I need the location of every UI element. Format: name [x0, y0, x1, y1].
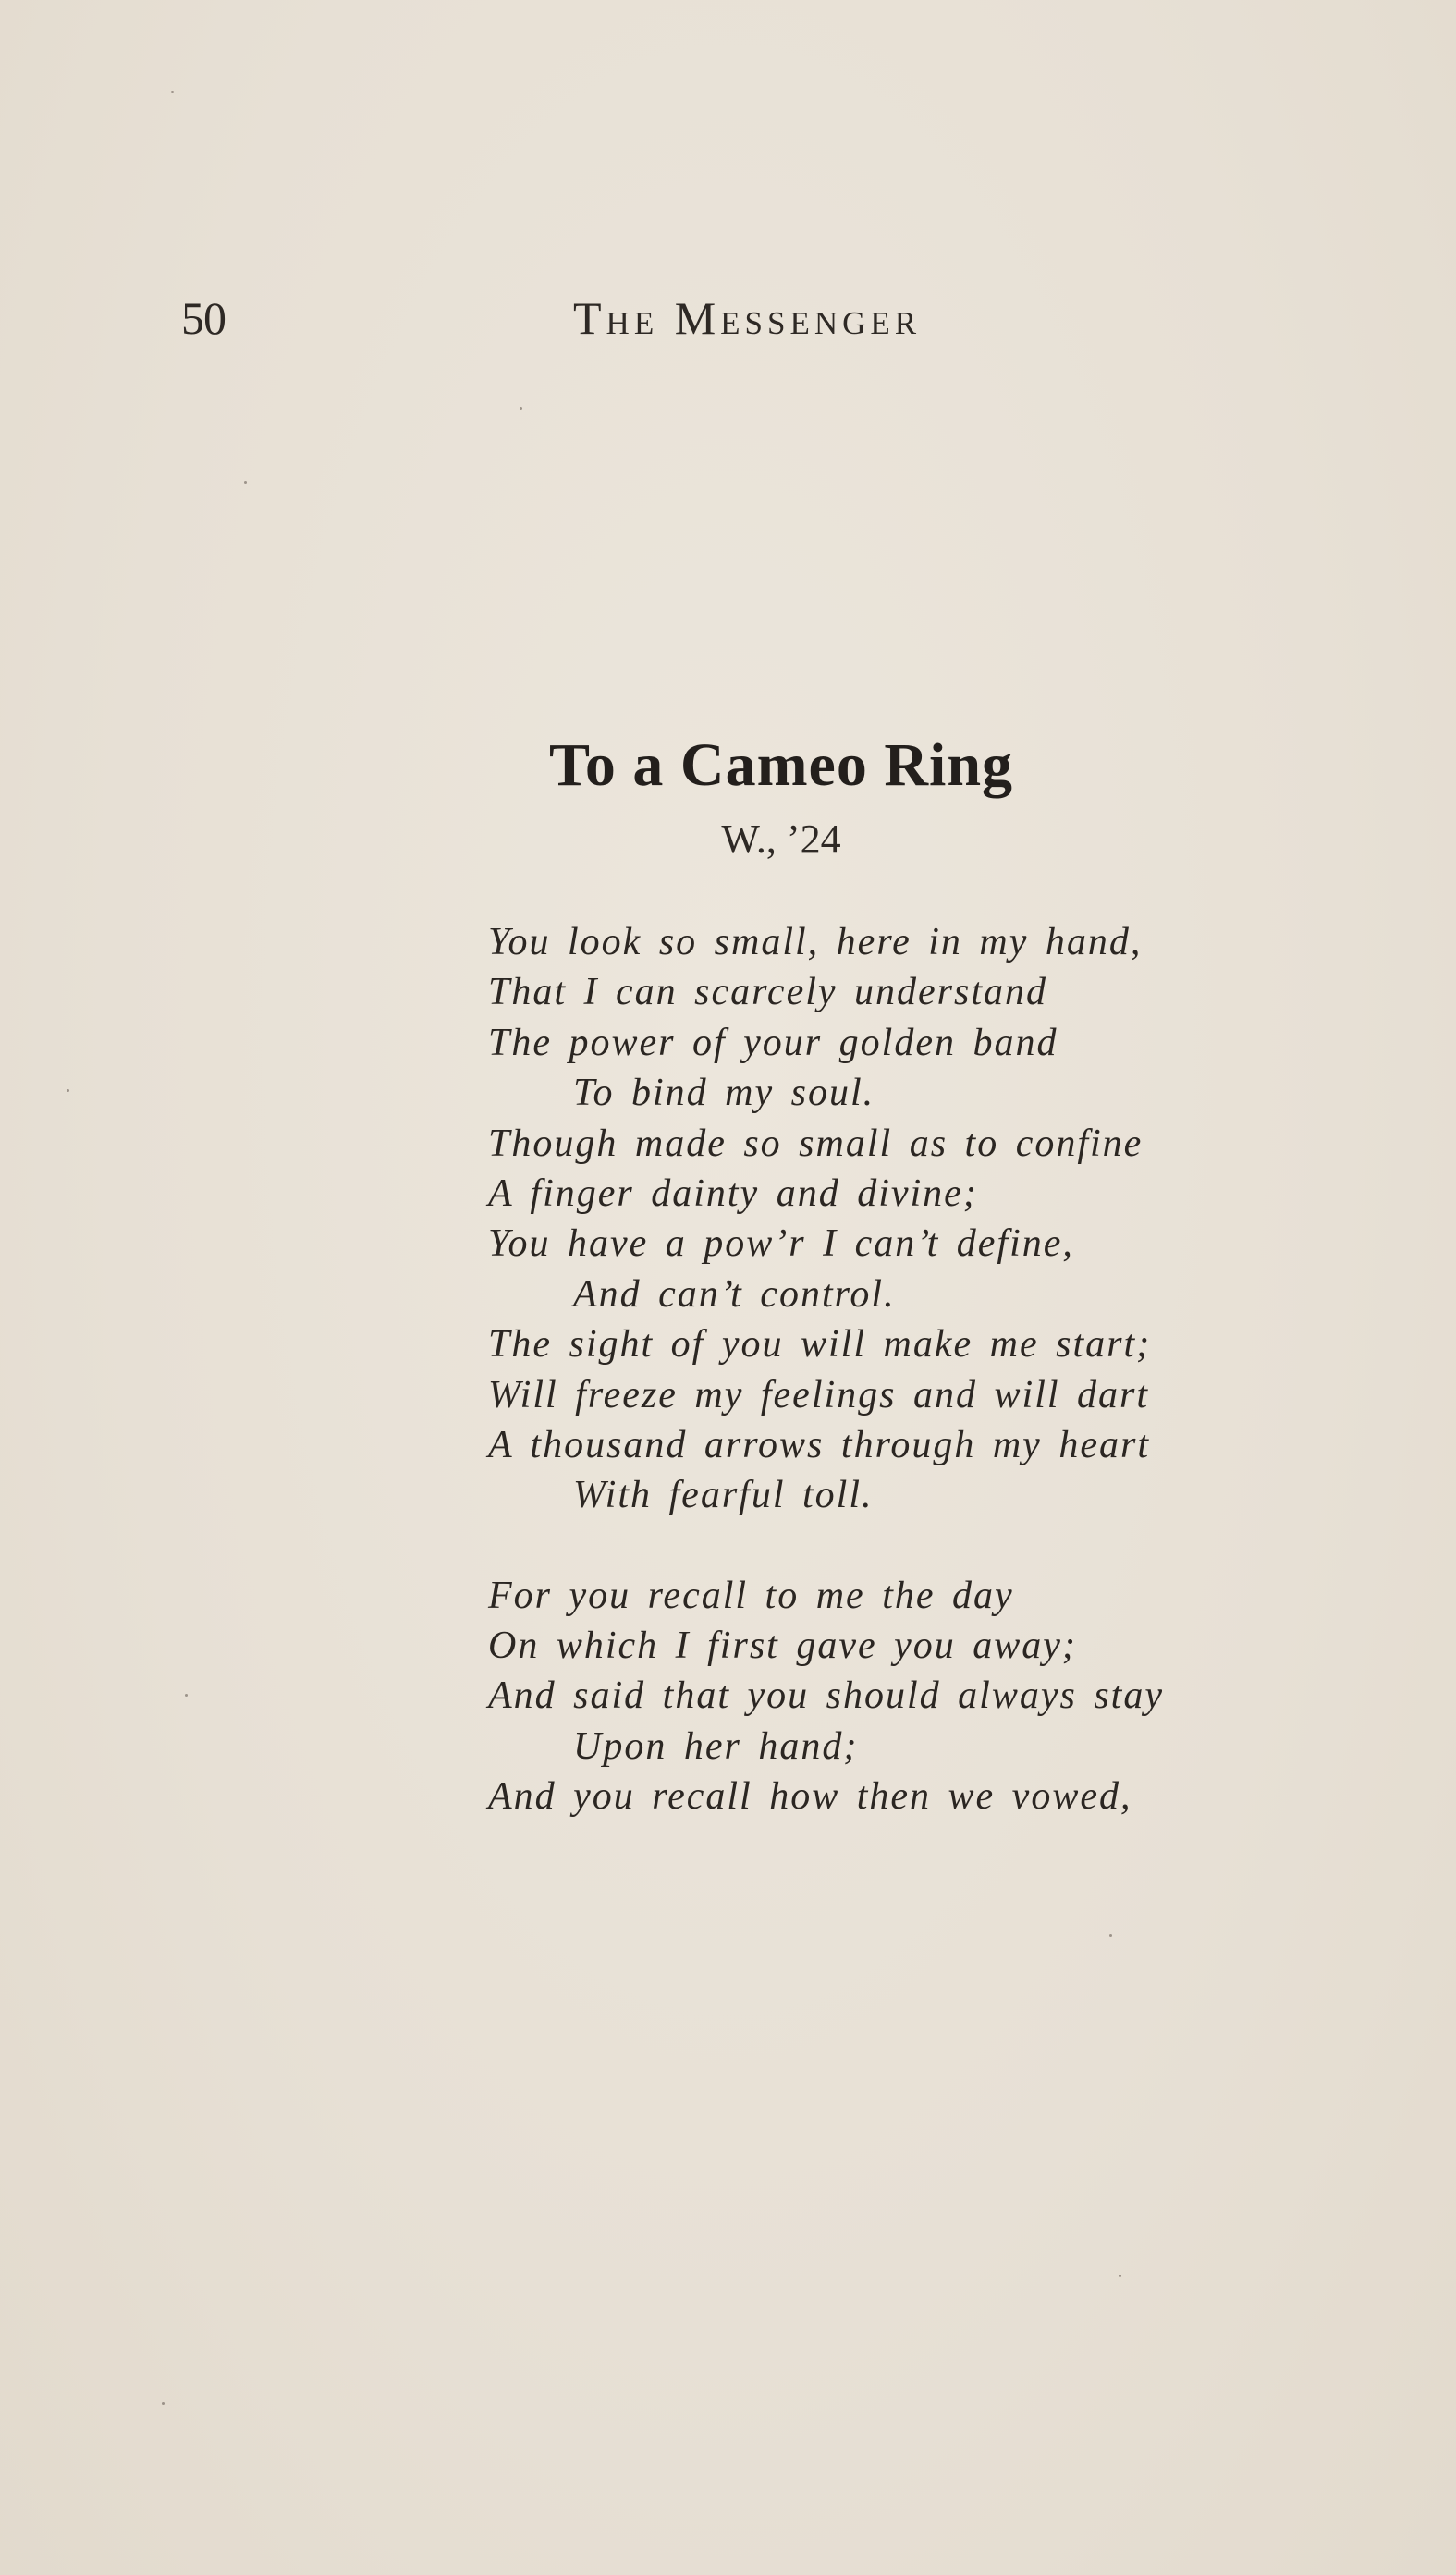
poem-line-refrain: With fearful toll.	[573, 1474, 874, 1517]
poem-line: A thousand arrows through my heart	[488, 1423, 1150, 1466]
poem-title: To a Cameo Ring	[548, 731, 1014, 799]
poem-author: W., ’24	[721, 816, 841, 862]
paper-speck	[185, 1694, 188, 1697]
paper-speck	[1119, 2275, 1121, 2277]
paper-speck	[162, 2402, 165, 2405]
running-header-title: The Messenger	[573, 292, 922, 344]
poem-line: Though made so small as to confine	[488, 1122, 1144, 1165]
paper-speck	[520, 407, 522, 410]
paper-speck	[1109, 1934, 1112, 1937]
poem-line-refrain: And can’t control.	[573, 1272, 896, 1316]
poem-line: That I can scarcely understand	[488, 971, 1048, 1014]
stanza-1	[488, 917, 1246, 1521]
paper-speck	[67, 1089, 69, 1092]
poem-line: The sight of you will make me start;	[488, 1323, 1152, 1367]
poem-line: On which I first gave you away;	[488, 1625, 1077, 1668]
poem-line: You look so small, here in my hand,	[488, 921, 1143, 963]
stanza-break	[488, 1521, 1246, 1571]
poem-line: The power of your golden band	[488, 1021, 1058, 1064]
poem-line-refrain: To bind my soul.	[573, 1072, 875, 1115]
poem-line: And said that you should always stay	[488, 1674, 1164, 1718]
paper-speck	[171, 91, 174, 93]
poem-line: Will freeze my feelings and will dart	[488, 1373, 1150, 1416]
poem-line: You have a pow’r I can’t define,	[488, 1222, 1074, 1266]
stanza-2	[488, 1571, 1246, 1822]
poem-line: A finger dainty and divine;	[488, 1171, 978, 1215]
page-number: 50	[181, 292, 226, 344]
paper-speck	[244, 481, 247, 484]
poem-line-refrain: Upon her hand;	[573, 1724, 859, 1768]
poem-line: And you recall how then we vowed,	[488, 1775, 1132, 1819]
poem-line: For you recall to me the day	[488, 1574, 1014, 1617]
poem-body	[488, 917, 1246, 1822]
